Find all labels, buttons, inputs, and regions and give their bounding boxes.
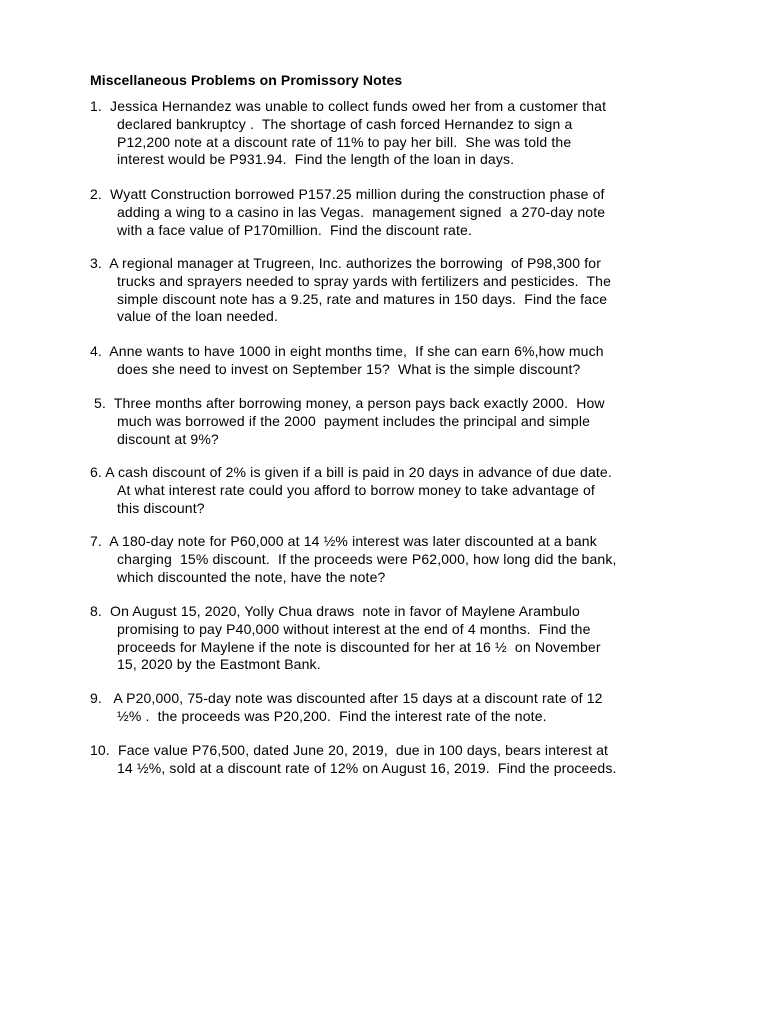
problem-line: trucks and sprayers needed to spray yards with fertilizers and pesticides. The (117, 272, 612, 289)
problem-6 (90, 464, 612, 517)
problem-line: 5. Three months after borrowing money, a person pays back exactly 2000. How (90, 395, 605, 411)
problem-5 (90, 395, 605, 448)
problem-line: adding a wing to a casino in las Vegas. management signed a 270-day note (117, 203, 606, 220)
problem-4 (90, 343, 604, 379)
problem-line: declared bankruptcy . The shortage of cash forced Hernandez to sign a (117, 115, 573, 132)
problem-9 (90, 690, 603, 726)
problem-line: 6. A cash discount of 2% is given if a bill is paid in 20 days in advance of due date. (90, 464, 612, 480)
problem-line: proceeds for Maylene if the note is discounted for her at 16 ½ on November (117, 638, 601, 655)
page-title: Miscellaneous Problems on Promissory Notes (90, 72, 403, 88)
problem-line: 7. A 180-day note for P60,000 at 14 ½% interest was later discounted at a bank (90, 533, 597, 549)
problem-8 (90, 603, 601, 674)
problem-line: 14 ½%, sold at a discount rate of 12% on August 16, 2019. Find the proceeds. (117, 759, 617, 776)
problem-line: much was borrowed if the 2000 payment includes the principal and simple (117, 412, 591, 429)
problem-line: 1. Jessica Hernandez was unable to collect funds owed her from a customer that (90, 98, 607, 114)
problem-line: does she need to invest on September 15? What is the simple discount? (117, 360, 581, 377)
problem-line: 8. On August 15, 2020, Yolly Chua draws note in favor of Maylene Arambulo (90, 603, 580, 619)
problem-line: 9. A P20,000, 75-day note was discounted after 15 days at a discount rate of 12 (90, 690, 603, 706)
problem-line: this discount? (117, 499, 205, 516)
problem-line: value of the loan needed. (117, 308, 278, 325)
problem-line: interest would be P931.94. Find the length of the loan in days. (117, 151, 515, 168)
problem-line: 3. A regional manager at Trugreen, Inc. authorizes the borrowing of P98,300 for (90, 255, 602, 271)
problem-line: simple discount note has a 9.25, rate and matures in 150 days. Find the face (117, 290, 608, 307)
problem-line: charging 15% discount. If the proceeds were P62,000, how long did the bank, (117, 550, 617, 567)
problem-line: which discounted the note, have the note? (117, 568, 386, 585)
problem-line: P12,200 note at a discount rate of 11% to pay her bill. She was told the (117, 133, 572, 150)
problem-line: ½% . the proceeds was P20,200. Find the interest rate of the note. (117, 707, 547, 724)
problem-1 (90, 98, 606, 169)
problem-2 (90, 186, 605, 239)
problem-line: discount at 9%? (117, 430, 219, 447)
problem-10 (90, 742, 617, 778)
problem-line: 15, 2020 by the Eastmont Bank. (117, 656, 321, 673)
problem-line: with a face value of P170million. Find the discount rate. (117, 221, 473, 238)
problem-line: 4. Anne wants to have 1000 in eight months time, If she can earn 6%,how much (90, 343, 604, 359)
problem-3 (90, 255, 611, 326)
problem-line: promising to pay P40,000 without interest at the end of 4 months. Find the (117, 620, 591, 637)
problem-line: 10. Face value P76,500, dated June 20, 2019, due in 100 days, bears interest at (90, 742, 609, 758)
problem-line: At what interest rate could you afford to borrow money to take advantage of (117, 481, 595, 498)
problem-line: 2. Wyatt Construction borrowed P157.25 million during the construction phase of (90, 186, 605, 202)
problem-7 (90, 533, 617, 586)
